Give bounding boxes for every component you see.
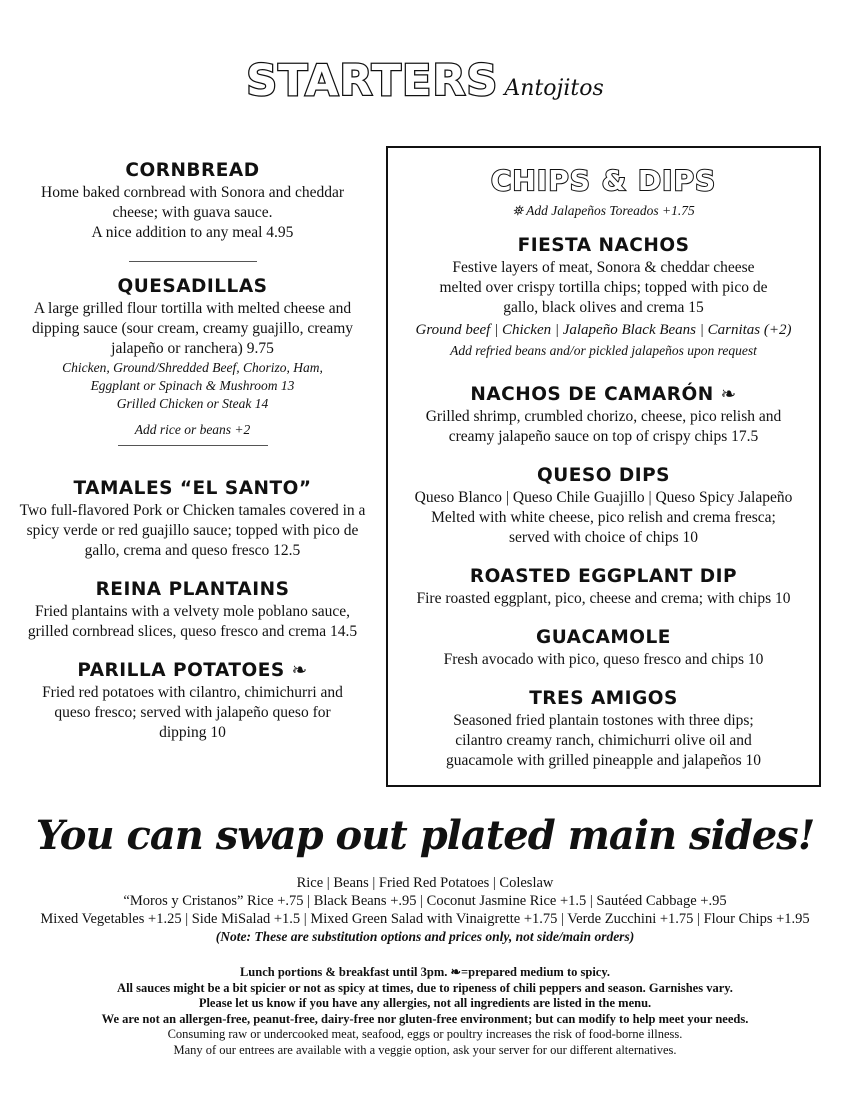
divider [118,445,268,446]
menu-item-cornbread [15,160,370,243]
divider [129,261,257,262]
item-description: Fried plantains with a velvety mole poblano sauce, grilled cornbread slices, queso fresco and crema 14.5 [27,603,358,640]
chips-and-dips-box [386,146,821,787]
item-description: Grilled shrimp, crumbled chorizo, cheese, pico relish and creamy jalapeño sauce on top of crispy chips 17.5 [425,408,782,445]
footer-line: All sauces might be a bit spicier or not as spicy at times, due to ripeness of chili peppers and season. Garnishes vary. [117,980,733,995]
item-addon: Add refried beans and/or pickled jalapeños upon request [450,343,757,358]
footer-line: Lunch portions & breakfast until 3pm. ❧=prepared medium to spicy. [239,965,611,979]
item-option: Chicken, Ground/Shredded Beef, Chorizo, Ham, [62,360,323,375]
item-name: QUESADILLAS [117,276,268,297]
item-description: Two full-flavored Pork or Chicken tamales covered in a spicy verde or red guajillo sauce; topped with pico de gallo, crema and queso fresco 12.5 [19,502,366,559]
item-name: TRES AMIGOS [529,688,678,709]
item-option: Ground beef | Chicken | Jalapeño Black Beans | Carnitas (+2) [415,322,792,338]
swap-sides-title: You can swap out plated main sides! [35,812,815,859]
item-name: TAMALES “EL SANTO” [73,478,312,499]
menu-item-queso-dips [388,465,819,548]
menu-item-reina-plantains [15,579,370,642]
item-name: REINA PLANTAINS [95,579,290,600]
item-description: Home baked cornbread with Sonora and cheddar cheese; with guava sauce. [41,184,344,221]
item-description: Festive layers of meat, Sonora & cheddar cheese melted over crispy tortilla chips; topped with pico de gallo, black olives and crema 15 [439,259,768,316]
item-description-2: A nice addition to any meal 4.95 [91,224,294,241]
menu-item-nachos-camaron [388,384,819,447]
page-title: STARTERS [246,56,499,106]
item-name: FIESTA NACHOS [517,235,690,256]
item-option: Grilled Chicken or Steak 14 [116,396,269,411]
menu-item-roasted-eggplant-dip [388,566,819,609]
item-option: Eggplant or Spinach & Mushroom 13 [90,378,295,393]
left-column [15,160,370,761]
section-title: CHIPS & DIPS [490,164,717,197]
item-name: ROASTED EGGPLANT DIP [469,566,738,587]
footer-line: Please let us know if you have any allergies, not all ingredients are listed in the menu. [198,996,652,1010]
item-name: GUACAMOLE [536,627,671,648]
item-name: PARILLA POTATOES ❧ [77,660,308,681]
menu-item-quesadillas [15,276,370,446]
item-description: A large grilled flour tortilla with melted cheese and dipping sauce (sour cream, creamy guajillo, creamy jalapeño or ranchera) 9.75 [31,300,354,357]
item-description: Fresh avocado with pico, queso fresco and chips 10 [443,651,764,668]
item-name: CORNBREAD [125,160,260,181]
footer-line: Many of our entrees are available with a veggie option, ask your server for our different alternatives. [173,1042,677,1057]
menu-item-tres-amigos [388,688,819,771]
item-name: NACHOS DE CAMARÓN ❧ [470,384,737,405]
swap-note: (Note: These are substitution options and prices only, not side/main orders) [215,929,635,944]
item-description-2: Melted with white cheese, pico relish and crema fresca; served with choice of chips 10 [431,509,776,546]
footer-line: Consuming raw or undercooked meat, seafood, eggs or poultry increases the risk of food-borne illness. [167,1027,683,1041]
menu-item-fiesta-nachos [388,235,819,360]
swap-line: Rice | Beans | Fried Red Potatoes | Coleslaw [296,875,554,891]
page-header [0,56,850,106]
item-description: Fried red potatoes with cilantro, chimichurri and queso fresco; served with jalapeño queso for dipping 10 [42,684,343,741]
menu-item-parilla-potatoes [15,660,370,743]
item-description: Seasoned fried plantain tostones with three dips; cilantro creamy ranch, chimichurri olive oil and guacamole with grilled pineapple and jalapeños 10 [445,712,762,769]
swap-line: Mixed Vegetables +1.25 | Side MiSalad +1.5 | Mixed Green Salad with Vinaigrette +1.75 | Verde Zucchini +1.75 | Flour Chips +1.95 [40,911,810,927]
addon-note: ⛯ Add Jalapeños Toreados +1.75 [512,203,695,218]
page-subtitle: Antojitos [504,76,604,101]
swap-sides-section [0,874,850,946]
item-description: Fire roasted eggplant, pico, cheese and crema; with chips 10 [416,590,791,607]
footer-line: We are not an allergen-free, peanut-free, dairy-free nor gluten-free environment; but can modify to help meet your needs. [101,1011,749,1026]
menu-item-guacamole [388,627,819,670]
item-addon: Add rice or beans +2 [134,422,251,437]
item-name: QUESO DIPS [536,465,670,486]
footer-notes [0,965,850,1058]
swap-line: “Moros y Cristanos” Rice +.75 | Black Beans +.95 | Coconut Jasmine Rice +1.5 | Sautéed Cabbage +.95 [123,893,727,909]
item-description: Queso Blanco | Queso Chile Guajillo | Queso Spicy Jalapeño [414,489,793,506]
menu-item-tamales [15,478,370,561]
